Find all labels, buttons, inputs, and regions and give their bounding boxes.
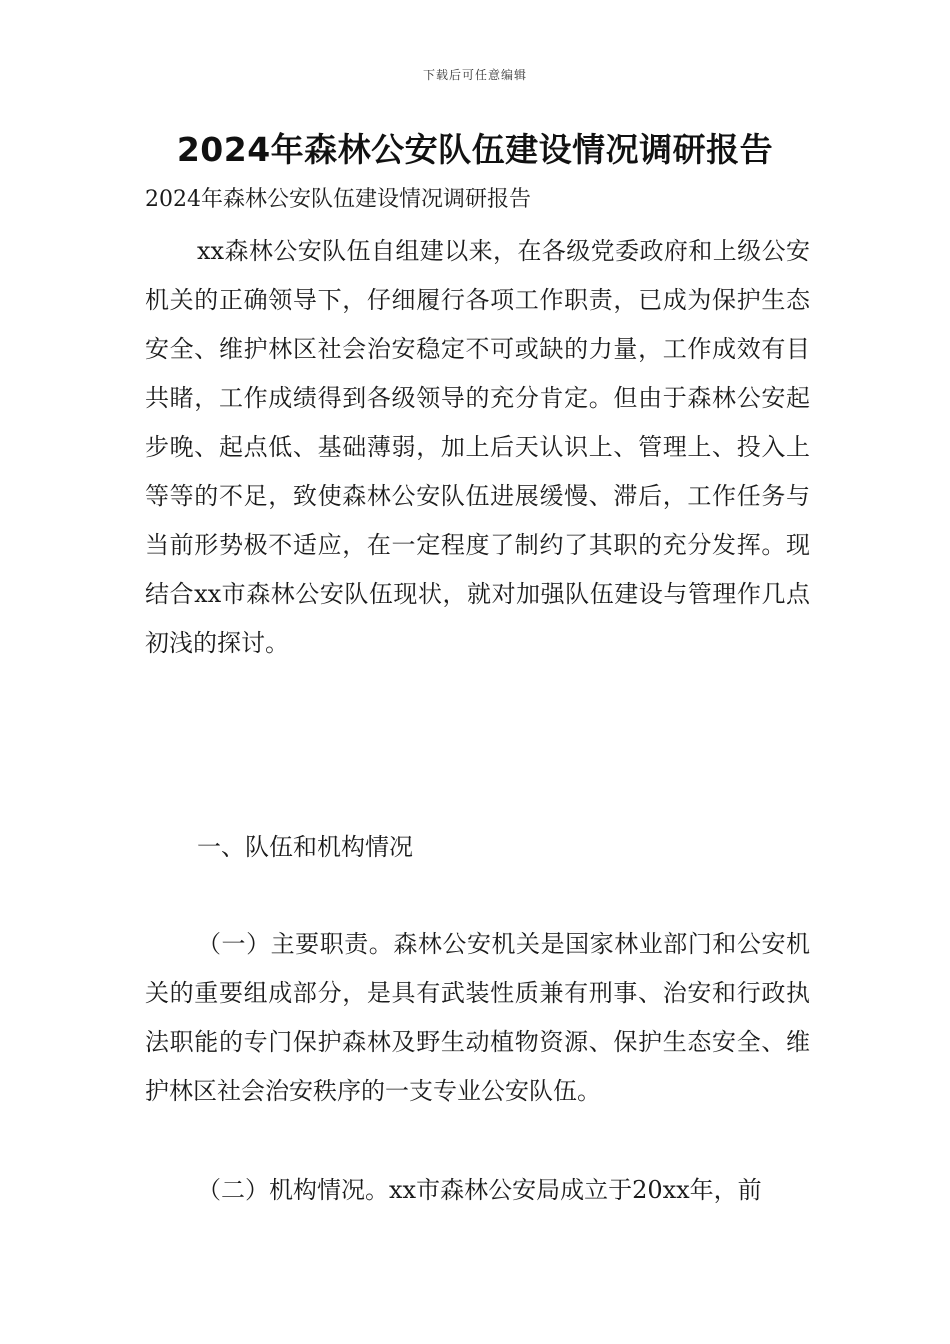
section-paragraph-organization: （二）机构情况。xx市森林公安局成立于20xx年，前 <box>197 1176 762 1204</box>
section-paragraph-duties: （一）主要职责。森林公安机关是国家林业部门和公安机关的重要组成部分，是具有武装性质兼有刑事、治安和行政执法职能的专门保护森林及野生动植物资源、保护生态安全、维护林区社会治安秩序的一支专业公安队伍。 <box>145 930 810 1105</box>
document-subtitle: 2024年森林公安队伍建设情况调研报告 <box>145 187 531 212</box>
document-title: 2024年森林公安队伍建设情况调研报告 <box>176 130 774 169</box>
section-heading: 一、队伍和机构情况 <box>197 833 413 861</box>
intro-paragraph: xx森林公安队伍自组建以来，在各级党委政府和上级公安机关的正确领导下，仔细履行各项工作职责，已成为保护生态安全、维护林区社会治安稳定不可或缺的力量，工作成效有目共睹，工作成绩得到各级领导的充分肯定。但由于森林公安起步晚、起点低、基础薄弱，加上后天认识上、管理上、投入上等等的不足，致使森林公安队伍进展缓慢、滞后，工作任务与当前形势极不适应，在一定程度了制约了其职的充分发挥。现结合xx市森林公安队伍现状，就对加强队伍建设与管理作几点初浅的探讨。 <box>145 237 810 657</box>
header-note: 下载后可任意编辑 <box>422 68 527 82</box>
